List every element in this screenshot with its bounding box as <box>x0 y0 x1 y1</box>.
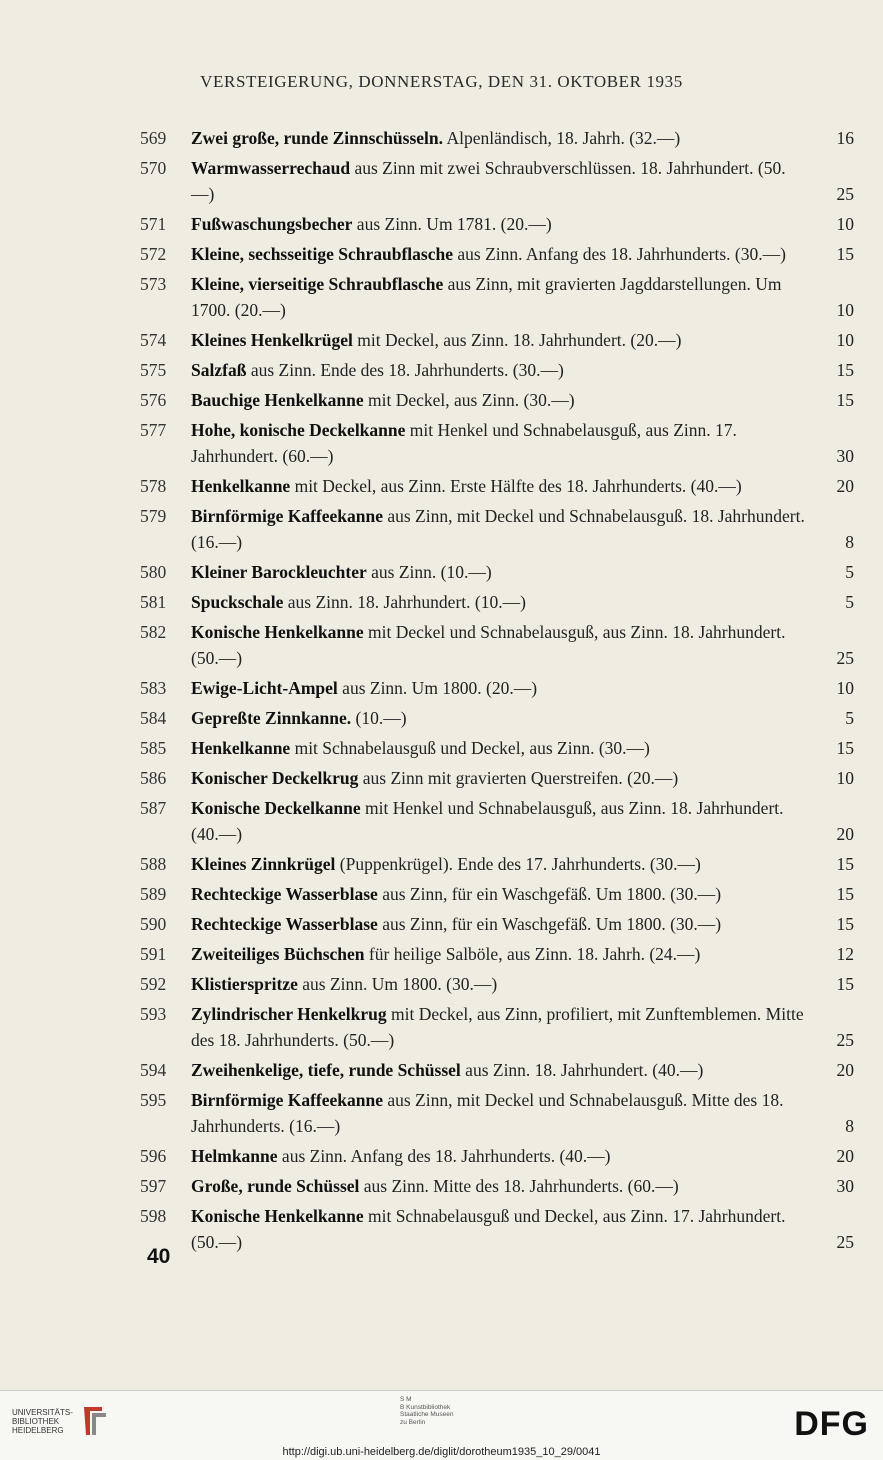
lot-number: 590 <box>140 914 167 934</box>
lot-title: Zwei große, runde Zinnschüsseln. <box>191 128 444 148</box>
lot-title: Henkelkanne <box>191 738 291 758</box>
lot-number: 592 <box>140 974 167 994</box>
lot-title: Kleines Henkelkrügel <box>191 330 353 350</box>
lot-description: aus Zinn, mit gravierten Jagddarstellungen. Um 1700. (20.—) <box>191 274 782 320</box>
lot-number: 580 <box>140 562 167 582</box>
lot-description: mit Deckel, aus Zinn. 18. Jahrhundert. (20.—) <box>357 330 682 350</box>
lot-price: 20 <box>836 824 854 844</box>
lot-text <box>191 941 860 967</box>
lot-description: aus Zinn, für ein Waschgefäß. Um 1800. (30.—) <box>382 884 722 904</box>
lot-description: aus Zinn. Um 1781. (20.—) <box>356 214 552 234</box>
lot-description: mit Deckel und Schnabelausguß, aus Zinn. 18. Jahrhundert. (50.—) <box>191 622 786 668</box>
lot-number: 579 <box>140 506 167 526</box>
catalog-entry <box>140 765 860 791</box>
catalog-entry-list <box>140 125 860 1259</box>
lot-description: mit Henkel und Schnabelausguß, aus Zinn. 18. Jahrhundert. (40.—) <box>191 798 784 844</box>
lot-text <box>191 559 860 585</box>
lot-text <box>191 155 860 207</box>
lot-number: 575 <box>140 360 167 380</box>
lot-title: Spuckschale <box>191 592 284 612</box>
lot-price: 5 <box>845 708 854 728</box>
lot-title: Warmwasserrechaud <box>191 158 351 178</box>
dfg-logo: DFG <box>794 1405 869 1443</box>
lot-number: 596 <box>140 1146 167 1166</box>
lot-title: Helmkanne <box>191 1146 278 1166</box>
lot-number: 593 <box>140 1004 167 1024</box>
lot-title: Konischer Deckelkrug <box>191 768 359 788</box>
lot-description: mit Deckel, aus Zinn. Erste Hälfte des 18. Jahrhunderts. (40.—) <box>294 476 742 496</box>
lot-title: Hohe, konische Deckelkanne <box>191 420 406 440</box>
lot-number: 570 <box>140 158 167 178</box>
lot-text <box>191 795 860 847</box>
lot-text <box>191 1001 860 1053</box>
lot-text <box>191 881 860 907</box>
lot-title: Salzfaß <box>191 360 247 380</box>
lot-title: Konische Henkelkanne <box>191 1206 364 1226</box>
catalog-entry <box>140 851 860 877</box>
catalog-entry <box>140 125 860 151</box>
lot-price: 5 <box>845 562 854 582</box>
lot-text <box>191 911 860 937</box>
catalog-entry <box>140 705 860 731</box>
lot-description: mit Schnabelausguß und Deckel, aus Zinn. (30.—) <box>294 738 650 758</box>
catalog-entry <box>140 559 860 585</box>
lot-description: Alpenländisch, 18. Jahrh. (32.—) <box>446 128 681 148</box>
lot-price: 25 <box>836 648 854 668</box>
lot-text <box>191 1203 860 1255</box>
lot-text <box>191 1143 860 1169</box>
lot-price: 30 <box>836 446 854 466</box>
lot-description: mit Deckel, aus Zinn. (30.—) <box>367 390 575 410</box>
lot-number: 586 <box>140 768 167 788</box>
lot-text <box>191 473 860 499</box>
lot-price: 5 <box>845 592 854 612</box>
lot-price: 12 <box>836 944 854 964</box>
library-logo-icon <box>80 1403 110 1439</box>
lot-number: 591 <box>140 944 167 964</box>
lot-number: 585 <box>140 738 167 758</box>
lot-title: Konische Henkelkanne <box>191 622 364 642</box>
catalog-entry <box>140 795 860 847</box>
lot-text <box>191 675 860 701</box>
lot-price: 10 <box>836 214 854 234</box>
digitization-footer <box>0 1390 883 1460</box>
lot-number: 583 <box>140 678 167 698</box>
catalog-entry <box>140 327 860 353</box>
lot-description: aus Zinn. Anfang des 18. Jahrhunderts. (30.—) <box>457 244 786 264</box>
lot-number: 578 <box>140 476 167 496</box>
lot-text <box>191 589 860 615</box>
lot-price: 15 <box>836 738 854 758</box>
lot-price: 15 <box>836 884 854 904</box>
lot-price: 8 <box>845 532 854 552</box>
lot-description: aus Zinn, mit Deckel und Schnabelausguß. 18. Jahrhundert. (16.—) <box>191 506 805 552</box>
lot-text <box>191 851 860 877</box>
lot-number: 576 <box>140 390 167 410</box>
lot-description: aus Zinn mit zwei Schraubverschlüssen. 18. Jahrhundert. (50.—) <box>191 158 786 204</box>
lot-price: 25 <box>836 1030 854 1050</box>
running-title: VERSTEIGERUNG, DONNERSTAG, DEN 31. OKTOBER 1935 <box>200 72 683 91</box>
lot-text <box>191 357 860 383</box>
lot-text <box>191 765 860 791</box>
lot-description: aus Zinn. Mitte des 18. Jahrhunderts. (60.—) <box>363 1176 679 1196</box>
lot-description: mit Henkel und Schnabelausguß, aus Zinn. 17. Jahrhundert. (60.—) <box>191 420 737 466</box>
lot-price: 15 <box>836 974 854 994</box>
lot-number: 594 <box>140 1060 167 1080</box>
lot-description: aus Zinn, für ein Waschgefäß. Um 1800. (30.—) <box>382 914 722 934</box>
museum-stamp: S M B Kunstbibliothek Staatliche Museen zu Berlin <box>400 1396 454 1426</box>
lot-description: aus Zinn. Um 1800. (30.—) <box>302 974 498 994</box>
catalog-entry <box>140 417 860 469</box>
lot-text <box>191 271 860 323</box>
lot-title: Henkelkanne <box>191 476 291 496</box>
lot-title: Konische Deckelkanne <box>191 798 361 818</box>
lot-price: 15 <box>836 360 854 380</box>
lot-number: 574 <box>140 330 167 350</box>
catalog-entry <box>140 675 860 701</box>
lot-price: 25 <box>836 1232 854 1252</box>
catalog-entry <box>140 155 860 207</box>
lot-number: 573 <box>140 274 167 294</box>
lot-price: 20 <box>836 1146 854 1166</box>
lot-title: Zylindrischer Henkelkrug <box>191 1004 387 1024</box>
lot-text <box>191 1173 860 1199</box>
lot-number: 588 <box>140 854 167 874</box>
lot-number: 569 <box>140 128 167 148</box>
catalog-entry <box>140 241 860 267</box>
lot-price: 10 <box>836 330 854 350</box>
catalog-entry <box>140 387 860 413</box>
lot-number: 597 <box>140 1176 167 1196</box>
lot-description: aus Zinn. 18. Jahrhundert. (10.—) <box>287 592 526 612</box>
lot-number: 584 <box>140 708 167 728</box>
catalog-entry <box>140 357 860 383</box>
lot-title: Birnförmige Kaffeekanne <box>191 506 383 526</box>
lot-price: 10 <box>836 678 854 698</box>
catalog-entry <box>140 941 860 967</box>
lot-price: 10 <box>836 300 854 320</box>
catalog-entry <box>140 911 860 937</box>
lot-price: 20 <box>836 1060 854 1080</box>
lot-number: 595 <box>140 1090 167 1110</box>
catalog-entry <box>140 473 860 499</box>
lot-number: 589 <box>140 884 167 904</box>
page-number: 40 <box>147 1245 171 1268</box>
catalog-entry <box>140 1087 860 1139</box>
catalog-entry <box>140 735 860 761</box>
lot-title: Rechteckige Wasserblase <box>191 884 378 904</box>
catalog-entry <box>140 1001 860 1053</box>
catalog-entry <box>140 589 860 615</box>
lot-text <box>191 211 860 237</box>
catalog-entry <box>140 1203 860 1255</box>
lot-price: 20 <box>836 476 854 496</box>
lot-title: Kleine, sechsseitige Schraubflasche <box>191 244 453 264</box>
lot-title: Gepreßte Zinnkanne. <box>191 708 352 728</box>
lot-text <box>191 1057 860 1083</box>
lot-text <box>191 735 860 761</box>
library-name: UNIVERSITÄTS- BIBLIOTHEK HEIDELBERG <box>12 1408 73 1435</box>
catalog-entry <box>140 1143 860 1169</box>
source-url-link[interactable]: http://digi.ub.uni-heidelberg.de/diglit/dorotheum1935_10_29/0041 <box>282 1446 601 1458</box>
lot-text <box>191 503 860 555</box>
lot-number: 598 <box>140 1206 167 1226</box>
lot-number: 581 <box>140 592 167 612</box>
lot-title: Große, runde Schüssel <box>191 1176 360 1196</box>
lot-text <box>191 1087 860 1139</box>
lot-text <box>191 619 860 671</box>
lot-title: Zweihenkelige, tiefe, runde Schüssel <box>191 1060 461 1080</box>
lot-price: 8 <box>845 1116 854 1136</box>
lot-title: Birnförmige Kaffeekanne <box>191 1090 383 1110</box>
lot-title: Fußwaschungsbecher <box>191 214 353 234</box>
lot-description: aus Zinn, mit Deckel und Schnabelausguß. Mitte des 18. Jahrhunderts. (16.—) <box>191 1090 784 1136</box>
lot-price: 25 <box>836 184 854 204</box>
catalog-entry <box>140 1173 860 1199</box>
lot-price: 15 <box>836 854 854 874</box>
lot-description: (Puppenkrügel). Ende des 17. Jahrhunderts. (30.—) <box>339 854 701 874</box>
catalog-entry <box>140 211 860 237</box>
lot-description: aus Zinn. (10.—) <box>371 562 492 582</box>
lot-price: 10 <box>836 768 854 788</box>
lot-title: Klistierspritze <box>191 974 298 994</box>
lot-title: Bauchige Henkelkanne <box>191 390 364 410</box>
lot-title: Kleines Zinnkrügel <box>191 854 336 874</box>
lot-price: 16 <box>836 128 854 148</box>
lot-description: mit Deckel, aus Zinn, profiliert, mit Zunftemblemen. Mitte des 18. Jahrhunderts. (50.—) <box>191 1004 804 1050</box>
lot-description: aus Zinn. Anfang des 18. Jahrhunderts. (40.—) <box>281 1146 611 1166</box>
lot-title: Kleine, vierseitige Schraubflasche <box>191 274 444 294</box>
lot-description: aus Zinn. Um 1800. (20.—) <box>342 678 538 698</box>
lot-title: Ewige-Licht-Ampel <box>191 678 338 698</box>
lot-number: 571 <box>140 214 167 234</box>
lot-title: Zweiteiliges Büchschen <box>191 944 365 964</box>
lot-number: 572 <box>140 244 167 264</box>
catalog-entry <box>140 271 860 323</box>
catalog-entry <box>140 503 860 555</box>
lot-price: 15 <box>836 914 854 934</box>
lot-price: 15 <box>836 390 854 410</box>
catalog-entry <box>140 881 860 907</box>
lot-text <box>191 971 860 997</box>
lot-description: aus Zinn mit gravierten Querstreifen. (20.—) <box>362 768 679 788</box>
lot-number: 582 <box>140 622 167 642</box>
lot-title: Kleiner Barockleuchter <box>191 562 367 582</box>
lot-description: aus Zinn. Ende des 18. Jahrhunderts. (30.—) <box>250 360 564 380</box>
lot-text <box>191 327 860 353</box>
lot-text <box>191 705 860 731</box>
lot-description: (10.—) <box>355 708 407 728</box>
lot-description: für heilige Salböle, aus Zinn. 18. Jahrh. (24.—) <box>368 944 701 964</box>
lot-description: aus Zinn. 18. Jahrhundert. (40.—) <box>465 1060 704 1080</box>
catalog-entry <box>140 619 860 671</box>
lot-description: mit Schnabelausguß und Deckel, aus Zinn. 17. Jahrhundert. (50.—) <box>191 1206 786 1252</box>
lot-text <box>191 417 860 469</box>
lot-price: 15 <box>836 244 854 264</box>
lot-number: 587 <box>140 798 167 818</box>
lot-title: Rechteckige Wasserblase <box>191 914 378 934</box>
lot-text <box>191 125 860 151</box>
catalog-entry <box>140 971 860 997</box>
lot-text <box>191 241 860 267</box>
lot-number: 577 <box>140 420 167 440</box>
lot-text <box>191 387 860 413</box>
lot-price: 30 <box>836 1176 854 1196</box>
catalog-entry <box>140 1057 860 1083</box>
